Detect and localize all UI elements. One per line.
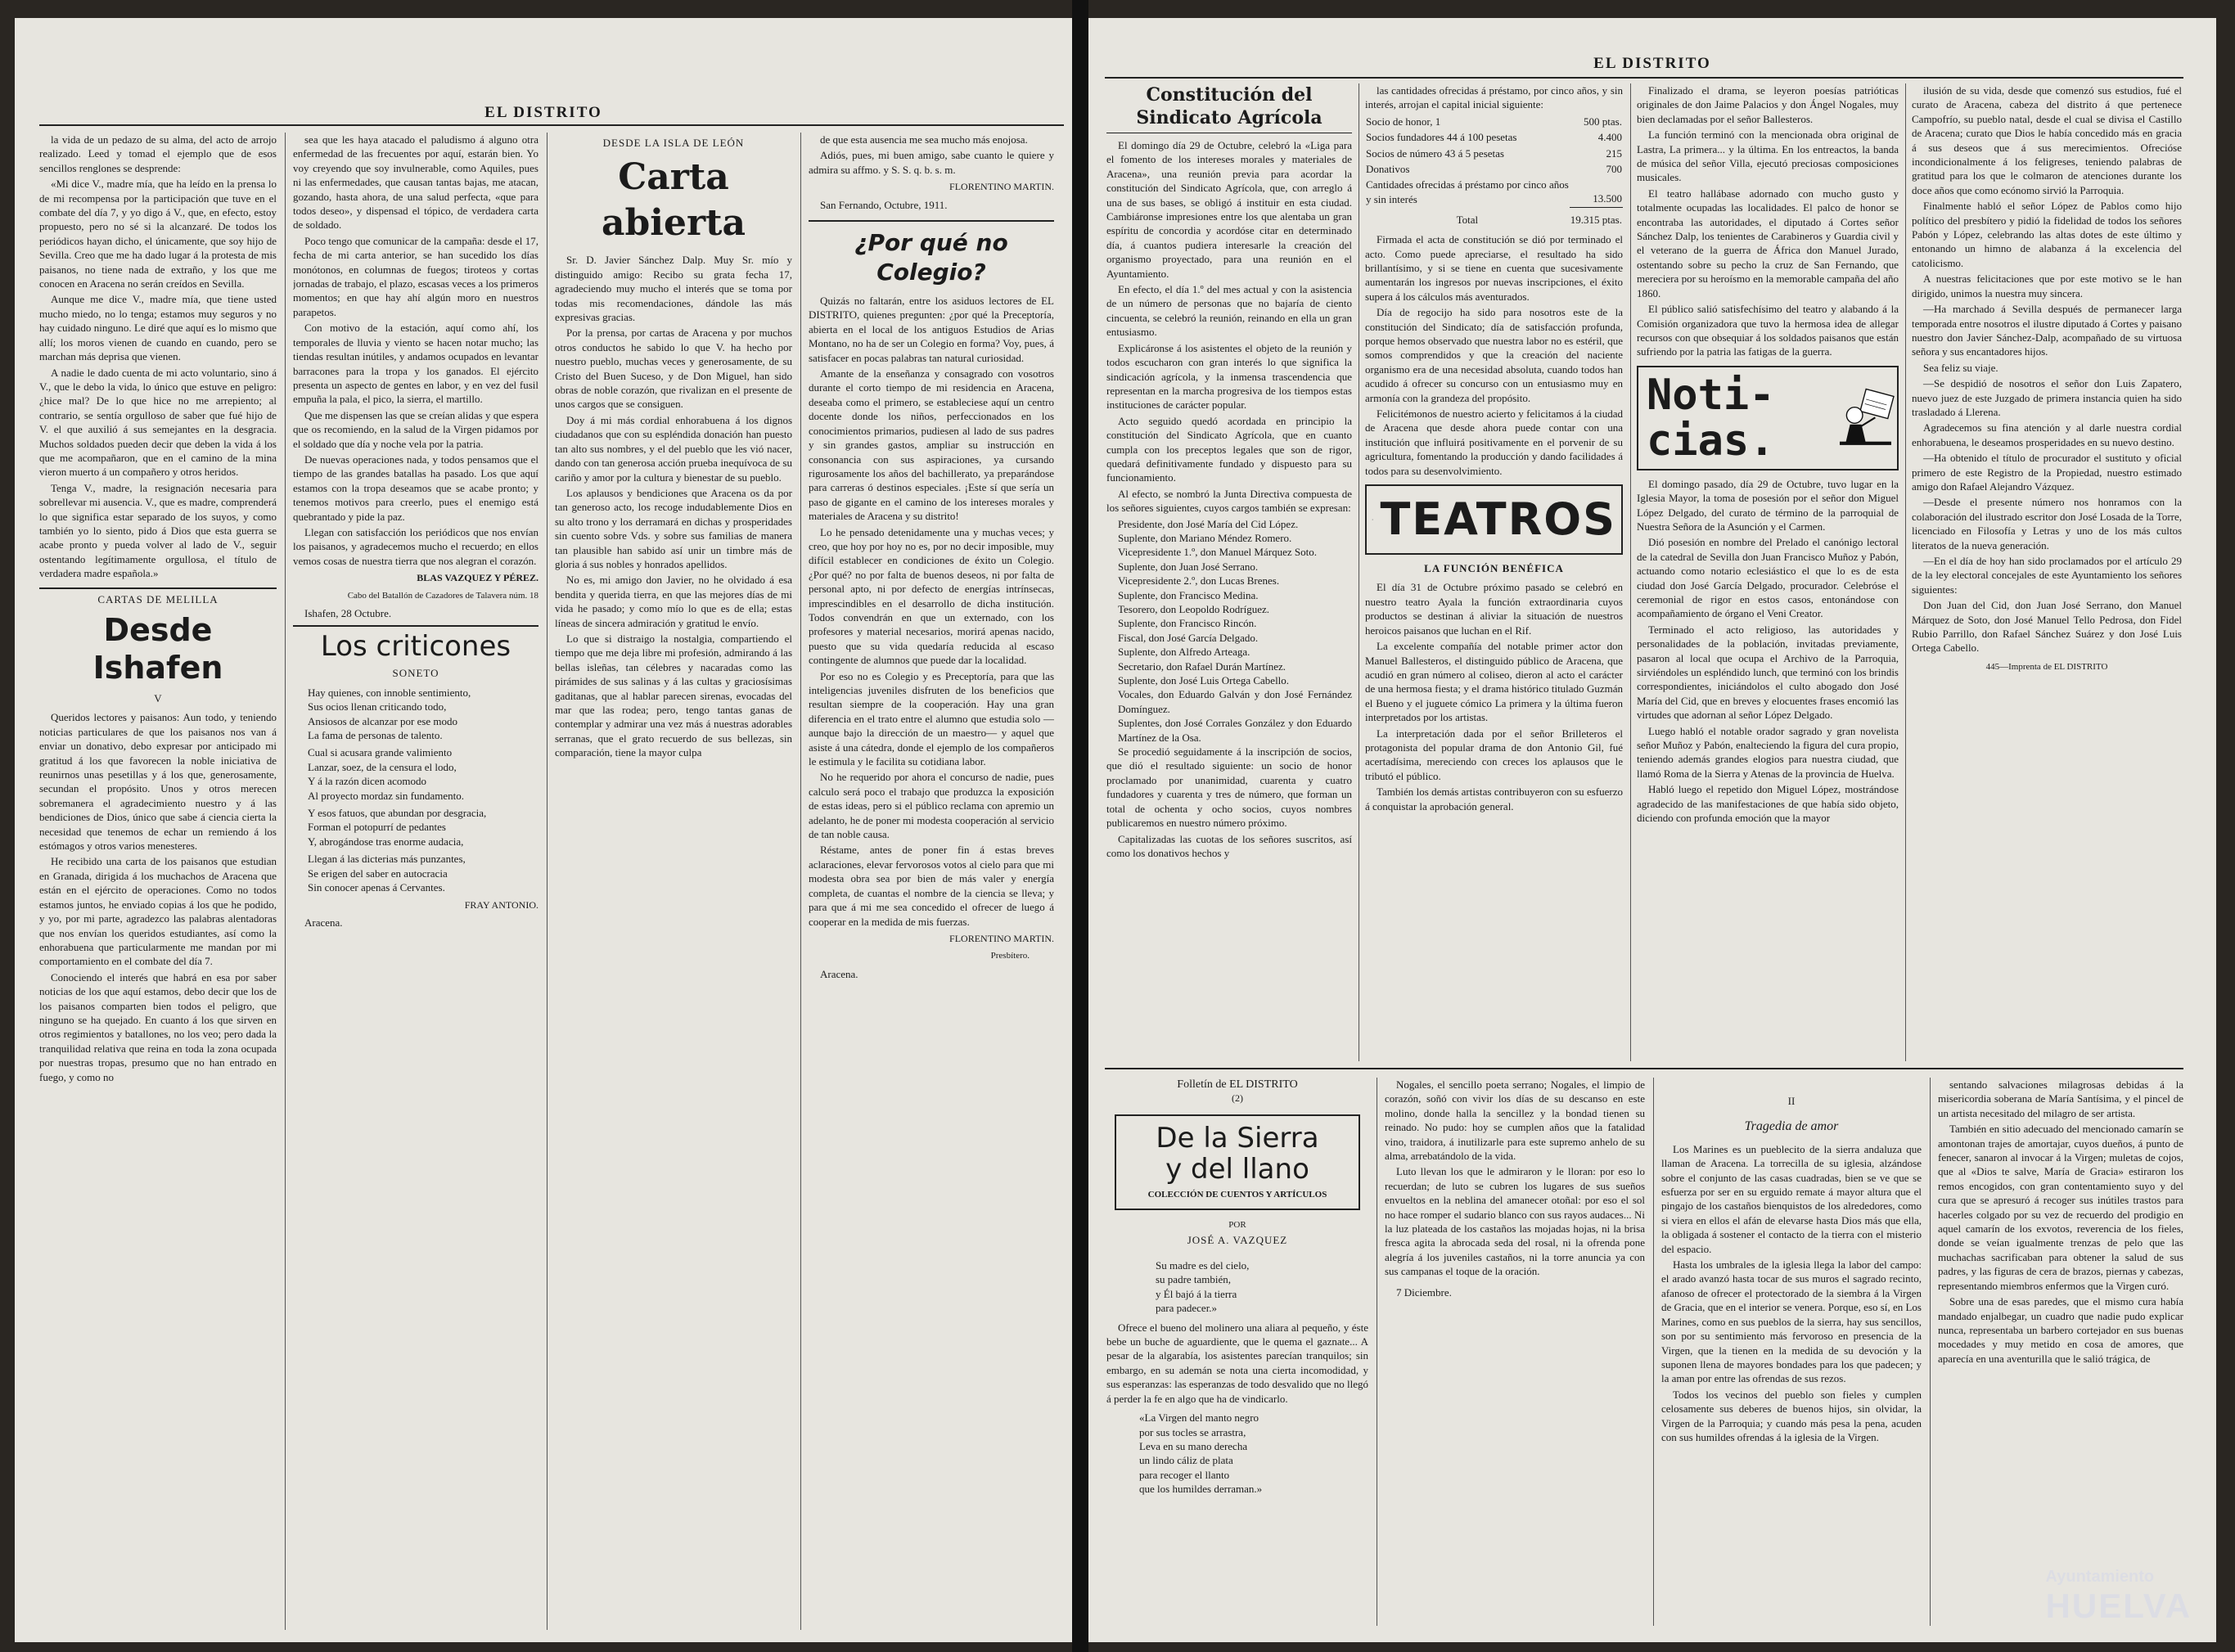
- paragraph: Quizás no faltarán, entre los asiduos lectores de EL DISTRITO, quienes pregunten: ¿por qué la Preceptoría, abierta en el local de los antiguos Estudios de Arias Montano, no ha de ser un Colegio en forma? Voy, pues, á satisfacer en pocas palabras tan natural curiosidad.: [809, 295, 1054, 364]
- paragraph: El día 31 de Octubre próximo pasado se celebró en nuestro teatro Ayala la función extraordinaria cuyos productos se destinan á aliviar la situación de nuestros heroicos paisanos que luchan en el Rif.: [1365, 581, 1623, 637]
- table-row: Cantidades ofrecidas á préstamo por cinco años y sin interés 13.500: [1366, 178, 1622, 205]
- paragraph: A nuestras felicitaciones que por este motivo se le han dirigido, unimos la nuestra muy sincera.: [1912, 272, 2182, 299]
- poem-line: Forman el potopurrí de pedantes: [308, 821, 446, 834]
- poem-line: Sin conocer apenas á Cervantes.: [308, 881, 445, 894]
- paragraph: Terminado el acto religioso, las autoridades y personalidades de la población, invitadas previamente, pasaron al local que ocupa el Archivo de la Parroquia, sirviéndoles un espléndido lunch, que terminó con los brindis correspondientes, iniciándolos el culto abogado don José María del Cid, que en breves y elocuentes frases encomió las virtudes que adornan al señor López Delgado.: [1637, 623, 1899, 722]
- verse-line: para padecer.»: [1156, 1302, 1218, 1315]
- column-rule: [1905, 83, 1906, 1061]
- paragraph: Luto llevan los que le admiraron y le lloran: por eso lo recuerdan; de luto se cubren los lugares de sus sueños envueltos en la neblina del amanecer otoñal: por eso el sol no hace romper el sudario blanco con sus rayos audaces... Ni la luz plateada de los castaños las mojadas hojas, ni la brisa fresca agita la abrocada seda del rosal, ni la ofrenda pone alegría á los juveniles castaños, ni la torre anuncia ya con sus campanas el toque de la oración.: [1385, 1165, 1645, 1278]
- paragraph: Nogales, el sencillo poeta serrano; Nogales, el limpio de corazón, soñó con vivir los días de su descanso en este molino, donde halla la sencillez y la bondad tienen su reinado. No pudo: hoy se cumplen años que la fatalidad vino, traidora, á inutilizarle para este supremo anhelo de su alma, arrebatándolo de la vida.: [1385, 1078, 1645, 1163]
- board-item: Suplentes, don José Corrales González y don Eduardo Martínez de la Osa.: [1118, 717, 1352, 744]
- paragraph: Por eso no es Colegio y es Preceptoría, para que las inteligencias juveniles disfruten de los beneficios que resultan siempre de la cooperación. Hay una gran diferencia en el trato entre el alumno que estudia solo —aunque bajo la dirección de un maestro— y aquel que asiste á una cátedra, donde el ejemplo de los compañeros le estimula y le facilita su cotidiana labor.: [809, 669, 1054, 768]
- paragraph: ilusión de su vida, desde que comenzó sus estudios, fué el curato de Aracena, cabeza del distrito á que pertenece Campofrío, su pueblo natal, desde el cual se divisa el Castillo de Aracena; curato que Dios le había concedido más en gracia á sus deseos que á sus merecimientos. Ofrecióse incondicionalmente á los feligreses, teniendo palabras de gratitud para los que le colmaron de atenciones durante los doce años que como ecónomo sirvió la Parroquia.: [1912, 84, 2182, 196]
- paragraph: —Ha obtenido el título de procurador el sustituto y oficial primero de este Registro de la Propiedad, nuestro estimado amigo don Rafael Alejandro Vázquez.: [1912, 452, 2182, 493]
- poem-line: La fama de personas de talento.: [308, 729, 443, 742]
- teatros-banner: [1365, 484, 1623, 555]
- table-row: Socio de honor, 1 500 ptas.: [1366, 115, 1622, 128]
- paragraph: Al efecto, se nombró la Junta Directiva compuesta de los señores siguientes, cuyos cargos también se expresan:: [1106, 487, 1352, 515]
- place: Aracena.: [304, 916, 343, 929]
- verse-line: por sus tocles se arrastra,: [1139, 1425, 1246, 1438]
- paragraph: El público salió satisfechísimo del teatro y alabando á la Comisión organizadora que tuvo la hermosa idea de allegar recursos con que obsequiar á los soldados paisanos que están sufriendo por la patria las fatigas de la guerra.: [1637, 303, 1899, 358]
- paragraph: Adiós, pues, mi buen amigo, sabe cuanto le quiere y admira su affmo. y S. S. q. b. s. m.: [809, 149, 1054, 176]
- board-item: Suplente, don Alfredo Arteaga.: [1118, 646, 1250, 659]
- paragraph: No he requerido por ahora el concurso de nadie, pues calculo será poco el trabajo que produzca la exposición de estas ideas, pero si el público reclama con apremio un adelanto, he de poner mi modesta cooperación al servicio de tan noble causa.: [809, 771, 1054, 841]
- folletin-col-4: [1938, 1078, 2183, 1634]
- column-rule: [1653, 1078, 1654, 1626]
- board-item: Suplente, don José Luis Ortega Cabello.: [1118, 674, 1290, 687]
- paragraph: Acto seguido quedó acordada en principio la constitución del Sindicato Agrícola, que en cuanto cumpla con los preceptos legales que son de rigor, quedará definitivamente fundado y dispuesto para su funcionamiento.: [1106, 414, 1352, 484]
- column-rule: [285, 133, 286, 1630]
- imprint: 445—Imprenta de EL DISTRITO: [1985, 661, 2108, 672]
- right-col-3: [1637, 83, 1899, 1061]
- left-col-1: [39, 133, 277, 1638]
- poem: [293, 686, 538, 895]
- verse: [1106, 1411, 1368, 1496]
- poem-line: Ansiosos de alcanzar por ese modo: [308, 714, 458, 727]
- paragraph: Sea feliz su viaje.: [1923, 361, 1998, 374]
- paragraph: Aunque me dice V., madre mía, que tiene usted mucho miedo, no lo tenga; estamos muy seguros y no hay cuidado ninguno. Le diré que aquí es lo mismo que allí; los moros vienen de cuando en cuando, pero se marchan más deprisa que vienen.: [39, 293, 277, 363]
- paragraph: Amante de la enseñanza y consagrado con vosotros durante el corto tiempo de mi residencia en Aracena, deseaba como el primero, se estableciese aquí un centro docente donde los niños, perfeccionados en los conocimientos primarios, pudiesen al lado de sus padres y sin grandes gastos, ampliar su instrucción en consonancia con sus aspiraciones, ya cursando rigurosamente los años del bachillerato, ya preparándose para carreras ó destinos especiales. ¡Este sí que sería un paso de gigante en el camino de los intereses morales y materiales de Aracena y su distrito!: [809, 367, 1054, 523]
- folletin-subtitle: COLECCIÓN DE CUENTOS Y ARTÍCULOS: [1147, 1189, 1327, 1200]
- section-kicker: CARTAS DE MELILLA: [97, 592, 219, 605]
- paragraph: No es, mi amigo don Javier, no he olvidado á esa bendita y querida tierra, en que las mejores días de mi vida he pasado; y como mío lo que es de ella; estas líneas de sincera admiración y gratitud le envío.: [555, 574, 792, 629]
- folletin-header: Folletín de EL DISTRITO: [1177, 1078, 1298, 1091]
- right-page: [1088, 18, 2216, 1642]
- board-list: [1106, 517, 1352, 745]
- event-title: LA FUNCIÓN BENÉFICA: [1424, 562, 1564, 575]
- left-page: [15, 18, 1072, 1642]
- board-item: Presidente, don José María del Cid López.: [1118, 517, 1299, 530]
- noticias-banner: [1637, 366, 1899, 470]
- section-rule: [809, 220, 1054, 222]
- watermark-line-2: HUELVA: [2045, 1587, 2192, 1625]
- verse-line: para recoger el llanto: [1139, 1468, 1230, 1481]
- table-total-row: Total 19.315 ptas.: [1365, 207, 1623, 227]
- folletin-by: POR: [1228, 1220, 1246, 1231]
- paragraph: Todos los vecinos del pueblo son fieles y cumplen celosamente sus deberes de buenos hijos, sin olvidar, la Virgen de la Parroquia; y cuando más pesa la pena, acuden con sus humildes ofrendas á la iglesia de la Virgen.: [1661, 1388, 1922, 1443]
- paragraph: Llegan con satisfacción los periódicos que nos envían los paisanos, y agradecemos mucho el recuerdo; en ellos vemos cosas de nuestra tierra que nos alegran el corazón.: [293, 525, 538, 567]
- folletin-col-1: [1106, 1078, 1368, 1634]
- paragraph: Habló luego el repetido don Miguel López, mostrándose agradecido de las manifestaciones de que había sido objeto, diciendo con profunda emoción que la mayor: [1637, 783, 1899, 825]
- verse: [1106, 1258, 1368, 1316]
- paragraph: Poco tengo que comunicar de la campaña: desde el 17, fecha de mi carta anterior, se han sucedido los días monótonos, en columnas de fuegos; tiroteos y cortas jornadas de trabajo, el plazo, escasas veces a los primeros momentos; en que hay ahí algún moro en nuestros parapetos.: [293, 234, 538, 318]
- signature: BLAS VAZQUEZ Y PÉREZ.: [417, 572, 538, 584]
- right-col-4: [1912, 83, 2182, 1061]
- board-item: Suplente, don Francisco Medina.: [1118, 588, 1259, 601]
- verse-line: su padre también,: [1156, 1273, 1232, 1286]
- poem-line: Y, abrogándose tras enorme audacia,: [308, 835, 464, 848]
- paragraph: Los Marines es un pueblecito de la sierra andaluza que llaman de Aracena. La torrecilla de su iglesia, alzándose sobre el conjunto de las casas cuadradas, bien se ve que se esfuerza por ser en su erguido remate á mayor altura que el pingajo de los castaños bienquistos de los alrededores, como si viera en ellos el afán de elevarse hasta Dios más que ella, la obligada á sostener el contacto de la tierra con el misterio del espacio.: [1661, 1142, 1922, 1255]
- board-item: Suplente, don Mariano Méndez Romero.: [1118, 531, 1292, 544]
- paragraph: Sr. D. Javier Sánchez Dalp. Muy Sr. mío y distinguido amigo: Recibo su grata fecha 17, agradeciendo muy mucho el interés que se toma por todas mis recomendaciones, dándole las más expresivas gracias.: [555, 254, 792, 324]
- paragraph: Que me dispensen las que se creían alidas y que espera que os recomiendo, en la salud de la Virgen pidamos por el soldado que día y noche vela por la patria.: [293, 408, 538, 450]
- dateline: Ishafen, 28 Octubre.: [304, 607, 392, 619]
- dateline: San Fernando, Octubre, 1911.: [820, 198, 948, 211]
- paragraph: A nadie le dado cuenta de mi acto voluntario, sino á V., que le debo la vida, lo único que estuve en peligro: ¿hice mal? De lo que hice no me arrepiento; al contrario, se sentía orgulloso de saber que fué hijo de V. el que auxilió á sus semejantes en la desgracia. Muchos soldados pueden decir que deben la vida á los que me acompañaron, que en el camino de la mina vieron muerto á un compañero y otros heridos.: [39, 366, 277, 479]
- verse-line: Leva en su mano derecha: [1139, 1439, 1248, 1452]
- folletin-author: JOSÉ A. VAZQUEZ: [1187, 1233, 1288, 1246]
- roman-numeral: II: [1787, 1095, 1796, 1107]
- poem-line: Se erigen del saber en autocracia: [308, 867, 448, 880]
- paragraph: Agradecemos su fina atención y al darle nuestra cordial enhorabuena, le deseamos prosperidades en su nuevo destino.: [1912, 421, 2182, 448]
- paragraph: El teatro hallábase adornado con mucho gusto y totalmente ocupadas las localidades. El palco de honor se encontraba las autoridades, el diputado á Cortes señor Sánchez Dalp, los tenientes de Carabineros y Guardia civil y el veterano de la guerra de África don Manuel Jurado, ostentando sobre su pecho la cruz de San Fernando, que mereciera por su heroísmo en la memorable campaña del año 1860.: [1637, 187, 1899, 299]
- paragraph: sentando salvaciones milagrosas debidas á la misericordia soberana de María Santísima, y el pincel de un artista necesitado del milagro de ser artista.: [1938, 1078, 2183, 1119]
- board-item: Vocales, don Eduardo Galván y don José Fernández Domínguez.: [1118, 688, 1352, 715]
- paragraph: Lo he pensado detenidamente una y muchas veces; y creo, que hoy por hoy no es, por no decir imposible, muy difícil establecer en condiciones de éxito un Colegio. ¿Por qué? no por falta de buenos deseos, ni por falta de personal apto, ni por defecto de energías intrínsecas, imprescindibles en el desarrollo de dicha institución. Todos convendrán en que un externado, con los profesores y material necesarios, morirá apenas nacido, puesto que su vida quedaría reducida al escaso contingente de alumnos que puede dar la localidad.: [809, 525, 1054, 667]
- board-item: Vicepresidente 1.º, don Manuel Márquez Soto.: [1118, 546, 1317, 559]
- poem-line: Y á la razón dicen acomodo: [308, 775, 426, 788]
- verse-line: que los humildes derraman.»: [1139, 1483, 1263, 1496]
- section-rule: [39, 587, 277, 589]
- paragraph: Luego habló el notable orador sagrado y gran novelista señor Muñoz y Pabón, enalteciendo la figura del cura propio, teniendo además grandes elogios para nuestra ciudad, que llamó Roma de la Sierra y Atenas de la provincia de Huelva.: [1637, 724, 1899, 780]
- folletin-number: (2): [1232, 1092, 1243, 1105]
- paragraph: «Mi dice V., madre mía, que ha leído en la prensa lo de mi recompensa por la participación que tuve en el combate del día 7, y yo digo á V., que, en efecto, estoy propuesto, pero no sé si la alcanzaré. De todos los periódicos hayan dicho, el únicamente, que soy hijo de Sevilla. Creo que me ha dado lugar á la protesta de mis paisanos, no tiene nada de extraño, y los que me conocen en Aracena no serán creídos en Sevilla.: [39, 178, 277, 290]
- poem-line: Hay quienes, con innoble sentimiento,: [308, 686, 471, 699]
- folletin-title-2: y del llano: [1165, 1152, 1309, 1186]
- paragraph: la vida de un pedazo de su alma, del acto de arrojo realizado. Leed y tomad el ejemplo que de esos sencillos renglones se desprende:: [39, 133, 277, 174]
- right-masthead: EL DISTRITO: [1593, 55, 1711, 72]
- paragraph: Sobre una de esas paredes, que el mismo cura había mandado enjalbegar, un cuadro que nadie pudo explicar nunca, representaba un barbero cortejador en sus buenas mocedades y muy metido en cosa de amores, que aparecía en una aventurilla que le salió trágica, de: [1938, 1295, 2183, 1365]
- watermark-line-1: Ayuntamiento: [2045, 1568, 2155, 1586]
- poem-line: Lanzar, soez, de la censura el lodo,: [308, 760, 457, 773]
- signature: FLORENTINO MARTIN.: [949, 932, 1054, 944]
- table-row: Donativos 700: [1366, 163, 1622, 176]
- poem-title: Los criticones: [320, 630, 511, 664]
- poem-line: Cual si acusara grande valimiento: [308, 746, 453, 759]
- article-title: Constitución del Sindicato Agrícola: [1136, 84, 1323, 128]
- paragraph: de que esta ausencia me sea mucho más enojosa.: [820, 133, 1028, 146]
- col1-paragraphs: [39, 133, 277, 581]
- verse-line: «La Virgen del manto negro: [1139, 1411, 1259, 1425]
- left-masthead: EL DISTRITO: [484, 104, 602, 121]
- folletin-title-1: De la Sierra: [1156, 1121, 1319, 1155]
- paragraph: sea que les haya atacado el paludismo á alguno otra enfermedad de las frecuentes por aquí, estarán bien. Yo voy creyendo que soy invulnerable, como Aquiles, pues ni las enfermedades, que causan tantas bajas, me atacan, gozando, hasta ahora, de una salud perfecta, «que para todos deseo», y dispensad el tópico, de verdadera carta de soldado.: [293, 133, 538, 232]
- signature: FLORENTINO MARTIN.: [949, 181, 1054, 193]
- paragraph: Felicitémonos de nuestro acierto y felicitamos á la ciudad de Aracena que desde ahora puede contar con una institución que influirá positivamente en el porvenir de su agricultura, fomentando la producción y dando facilidades á todos para su desenvolvimiento.: [1365, 407, 1623, 477]
- verse-line: y Él bajó á la tierra: [1156, 1287, 1237, 1300]
- section-title: Desde Ishafen: [92, 612, 223, 686]
- right-col-2: [1365, 83, 1623, 1061]
- dateline: 7 Diciembre.: [1396, 1285, 1452, 1299]
- paragraph: El domingo día 29 de Octubre, celebró la «Liga para el fomento de los intereses morales y materiales de Aracena», una reunión previa para acordar la constitución del Sindicato Agrícola, que, con arreglo á una de sus bases, se obligó á instituir en esta ciudad. Cambiáronse impresiones entre los que alentaba un gran espíritu de concordia y acordóse citar en determinado día, á cuantos pudiera interesarle la creación del organismo proyectado, para una reunión en el Ayuntamiento.: [1106, 139, 1352, 280]
- poem-kicker: SONETO: [392, 667, 439, 680]
- paragraph: —Se despidió de nosotros el señor don Luis Zapatero, nuevo juez de este Juzgado de primera instancia quien ha sido trasladado á Llerena.: [1912, 377, 2182, 418]
- paragraph: Ofrece el bueno del molinero una aliara al pequeño, y éste bebe un buche de aguardiente, que le quema el gaznate... A pesar de la algarabía, los asistentes parecían tranquilos; sin embargo, en su ademán se nota una cierta incomodidad, y sus esperanzas: las esperanzas de todo desvalido que no llegó á perder la fe en algo que ha de vindicarlo.: [1106, 1321, 1368, 1405]
- poem-line: Y esos fatuos, que abundan por desgracia,: [308, 807, 487, 820]
- board-item: Tesorero, don Leopoldo Rodríguez.: [1118, 603, 1270, 615]
- paragraph: Lo que si distraigo la nostalgia, compartiendo el tiempo que me deja libre mi profesión, admirando á las bellas isleñas, tan célebres y nacaradas como las pirámides de sus salinas y á las cultas y graciosísimas gaditanas, que al hablar parecen sirenas, evocadas del mar que las rodea; pero, tengo tantas ganas de contemplar y admirar una vez más á nuestras adorables serranas, que el grato recuerdo de sus bellezas, sin comparación, tiene la mayor culpa: [555, 632, 792, 759]
- article-title: ¿Por qué no Colegio?: [854, 229, 1008, 286]
- left-col-3: [555, 133, 792, 1638]
- signature-role: Presbítero.: [990, 951, 1030, 961]
- paragraph: Capitalizadas las cuotas de los señores suscritos, así como los donativos hechos y: [1106, 832, 1352, 859]
- folletin-col-3: [1661, 1078, 1922, 1634]
- paragraph: Don Juan del Cid, don Juan José Serrano, don Manuel Márquez de Soto, don José Manuel Tello Pedrosa, don Fidel Rubio Parrillo, don Rafael Sánchez Suárez y don José Luis Ortega Cabello.: [1912, 599, 2182, 655]
- theatre-masks-icon: [1372, 491, 1373, 548]
- verse-line: un lindo cáliz de plata: [1139, 1454, 1233, 1467]
- paragraph: He recibido una carta de los paisanos que estudian en Granada, dirigida á los muchachos de Aracena que están en el ejército de operaciones. Como no todos estamos juntos, he enviado copias á los que he podido, y yo, por mi parte, agradezco las palabras alentadoras que nos envían los queridos estudiantes, así como la enhorabuena que particularmente me mandan por mi comportamiento en el combate del día 7.: [39, 855, 277, 968]
- folletin-title-box: [1115, 1114, 1360, 1210]
- board-item: Secretario, don Rafael Durán Martínez.: [1118, 659, 1286, 673]
- board-item: Suplente, don Juan José Serrano.: [1118, 560, 1259, 573]
- board-item: Vicepresidente 2.º, don Lucas Brenes.: [1118, 574, 1280, 587]
- paragraph: Queridos lectores y paisanos: Aun todo, y teniendo noticias particulares de que los paisanos nos van á enviar un donativo, debo expresar por anticipado mi gratitud á los que favorecen la noble iniciativa de reunirnos unas pesetillas y á los que, generosamente, secundan el propósito. Unos y otros merecen sobremanera el agradecimiento nuestro y á las bendiciones de Dios, único que sabe á ciencia cierta la necesidad que tenemos de echar un remiendo á los estómagos y otros varios menesteres.: [39, 711, 277, 853]
- column-rule: [800, 133, 801, 1630]
- left-col-4: [809, 133, 1054, 1638]
- section-rule: [293, 625, 538, 627]
- board-item: Suplente, don Francisco Rincón.: [1118, 617, 1257, 630]
- article-title: Carta abierta: [602, 156, 746, 245]
- paragraph: Los aplausos y bendiciones que Aracena os da por tan generoso acto, los recoge indudablemente Dios en su alto trono y los derramará en dichas y prosperidades sin cuento sobre Vds. y sobre sus familias de manera tan plausible han sabido así unir un timbre más de gloria á sus nobles y honrados apellidos.: [555, 486, 792, 570]
- paragraph: Dió posesión en nombre del Prelado el canónigo lectoral de la catedral de Sevilla don Juan Francisco Muñoz y Pabón, actuando como notario eclesiástico el que lo es de esta ciudad don José García Delgado, procurador. Celebróse el ceremonial de rigor en estos casos, entonándose con acompañamiento de órgano el Veni Creator.: [1637, 536, 1899, 620]
- paragraph: De nuevas operaciones nada, y todos pensamos que el tiempo de las grandes batallas ha pasado. Los que aquí estamos con la tropa deseamos que se acabe pronto; y tenemos motivos para creerlo, pues el enemigo está quebrantado y pide la paz.: [293, 452, 538, 523]
- masthead-rule: [1105, 77, 2183, 79]
- paragraph: Hasta los umbrales de la iglesia llega la labor del campo: el arado avanzó hasta tocar de sus muros el sagrado recinto, afanoso de ofrecer el protectorado de la siembra á la Virgen de Gracia, que en el interior se venera. Porque, eso sí, en Los Marines, como en sus pueblos de la sierra, hay sus sencillos, son por su sentimiento más fervoroso en presencia de la Virgen, que la tienen en la medida de su devoción y la suponen llena de mayores bondades para los que padecen; y la aman por entre las ofrendas de sus rezos.: [1661, 1258, 1922, 1385]
- paragraph: —Ha marchado á Sevilla después de permanecer larga temporada entre nosotros el ilustre diputado á Cortes y paisano nuestro don Javier Sánchez-Dalp, acompañado de su virtuosa señora y sus encantadores hijos.: [1912, 303, 2182, 358]
- paragraph: las cantidades ofrecidas á préstamo, por cinco años, y sin interés, arrojan el capital inicial siguiente:: [1365, 84, 1623, 111]
- paragraph: También en sitio adecuado del mencionado camarín se amontonan trajes de amortajar, cuyos dueños, á punto de fenecer, sanaron al invocar á la Virgen; muletas de cojos, que al «Dios te salve, María de Gracia» estiraron los remos encogidos, con gran contentamiento suyo y del cura que se apresuró á recoger sus inútiles trastos para hacerles colgado por su vez de recuerdo del prodigio en aquel camarín de los exvotos, reverencia de los fieles, donde se veían igualmente trenzas de pelo que las muchachas sacrificaban para obtener la salud de sus padres, y las figuras de cera de brazos, piernas y cabezas, representando miembros enfermos que la Virgen curó.: [1938, 1123, 2183, 1292]
- board-item: Fiscal, don José García Delgado.: [1118, 631, 1259, 644]
- paragraph: Por la prensa, por cartas de Aracena y por muchos otros conductos he sabido lo que V. ha hecho por nuestro pueblo, muchas veces y generosamente, de su Cristo del Buen Suceso, y de Don Miguel, han sido obras de noble corazón, que rivalizan en el presente de unos cargos que se consiguen.: [555, 326, 792, 411]
- paragraph: Réstame, antes de poner fin á estas breves aclaraciones, elevar fervorosos votos al cielo para que mi modesta obra sea por bien de más valer y energía completa, de cuantas el nombre de la ciencia se lleva; y para que á mi me sea concedido el ofrecer de luego á cooperar en la medida de mis fuerzas.: [809, 844, 1054, 928]
- noticias-title: Noti-cias.: [1647, 370, 1775, 466]
- story-title: Tragedia de amor: [1744, 1119, 1839, 1134]
- archive-watermark: [2046, 1568, 2192, 1626]
- roman-numeral: V: [154, 692, 162, 704]
- paragraph: Finalizado el drama, se leyeron poesías patrióticas originales de don Jaime Palacios y don Ángel Nogales, muy bien declamadas por el señor Ballesteros.: [1637, 84, 1899, 125]
- signature-note: Cabo del Batallón de Cazadores de Talavera núm. 18: [347, 590, 538, 601]
- paragraph: Tenga V., madre, la resignación necesaria para sobrellevar mi ausencia. V., que es madre, comprenderá lo que significa estar separado de los suyos, y como también yo lo siento, pido á Dios que esta guerra se acabe pronto y pueda volver al lado de V., seguir ostentando legítimamente orgullosa, el título de verdadera madre española.»: [39, 481, 277, 580]
- place: Aracena.: [820, 967, 858, 980]
- paragraph: La interpretación dada por el señor Brilleteros el protagonista del popular drama de don Antonio Gil, fué acertadísima, mereciendo con creces los aplausos que le tributó el público.: [1365, 727, 1623, 782]
- table-row: Socios de número 43 á 5 pesetas 215: [1366, 146, 1622, 160]
- paragraph: Día de regocijo ha sido para nosotros este de la constitución del Sindicato; día de satisfacción profunda, porque hemos observado que nuestra labor no es estéril, que somos comprendidos y que la creación del naciente organismo era de una necesidad absoluta, cuando todos han acudido á ofrecer su concurso con un entusiasmo muy en armonía con la grandeza del propósito.: [1365, 306, 1623, 404]
- folletin-col-2: [1385, 1078, 1645, 1634]
- capital-table: [1365, 114, 1623, 227]
- article-kicker: DESDE LA ISLA DE LEÓN: [602, 137, 745, 149]
- paragraph: También los demás artistas contribuyeron con su esfuerzo á conquistar la aprobación general.: [1365, 785, 1623, 812]
- paragraph: Se procedió seguidamente á la inscripción de socios, que dió el resultado siguiente: un socio de honor proclamado por unanimidad, cuarenta y cuatro fundadores y cuarenta y tres de número, que forman un total de ochenta y ocho socios, cuyos nombres publicaremos en nuestro número próximo.: [1106, 745, 1352, 830]
- right-col-1: [1106, 83, 1352, 1061]
- paragraph: —Desde el presente número nos honramos con la colaboración del ilustrado escritor don José Losada de la Torre, licenciado en Filosofía y Letras y uno de los más cultos literatos de la nueva generación.: [1912, 496, 2182, 551]
- column-rule: [1630, 83, 1631, 1061]
- paragraph: El domingo pasado, día 29 de Octubre, tuvo lugar en la Iglesia Mayor, la toma de posesión por el señor don Miguel López Delgado, del curato de término de la parroquial de Nuestra Señora de la Asunción y el Carmen.: [1637, 477, 1899, 533]
- paragraph: Conociendo el interés que habrá en esa por saber noticias de los que aquí estamos, debo decir que los de los paisanos comparten bien todos el peligro, que ninguno se ha quejado. En cuanto á los que sirven en otros regimientos y batallones, no los veo; pero dada la tranquilidad relativa que reina en toda la zona ocupada por nuestras tropas, presumo que no han entrado en fuego, y como no: [39, 970, 277, 1083]
- table-row: Socios fundadores 44 á 100 pesetas 4.400: [1366, 131, 1622, 144]
- poem-line: Llegan á las dicterias más punzantes,: [308, 853, 466, 866]
- paragraph: Con motivo de la estación, aquí como ahí, los temporales de lluvia y viento se hacen notar mucho; las tiendas resultan inútiles, y andamos ocupados en levantar barracones para la tropa y los ganados. El ejército presenta un aspecto de gentes en labor, y en vez del fusil empuña la pala, el pico, la sierra, el martillo.: [293, 322, 538, 406]
- column-rule: [1930, 1078, 1931, 1626]
- verse-line: Su madre es del cielo,: [1156, 1259, 1250, 1272]
- paragraph: Explicáronse á los asistentes el objeto de la reunión y todos escucharon con gran interés lo que significa la sindicación agrícola, y la inmensa trascendencia que representan en la marcha progresiva de los tiempos estas instituciones de carácter popular.: [1106, 341, 1352, 412]
- masthead-rule: [39, 124, 1064, 126]
- paragraph: En efecto, el día 1.º del mes actual y con la asistencia de un número de personas que no bajaría de ciento cincuenta, se celebró la reunión, reinando en ella un gran entusiasmo.: [1106, 283, 1352, 339]
- writing-scholar-icon: [1834, 373, 1897, 463]
- paragraph: Doy á mi más cordial enhorabuena á los dignos ciudadanos que con su espléndida donación han puesto tan alto sus nombres, y el del pueblo que les vió nacer, dando con tan generosa acción prueba inequívoca de su cariño y amor por la cultura y bienestar de su pueblo.: [555, 413, 792, 484]
- paragraph: Firmada el acta de constitución se dió por terminado el acto. Como puede apreciarse, el resultado ha sido brillantísimo, y si se tiene en cuenta que sucesivamente aumentarán los ingresos por nuevas inscripciones, el éxito supera á los cálculos más aventurados.: [1365, 233, 1623, 303]
- book-gutter: [1072, 0, 1088, 1652]
- left-col-2: [293, 133, 538, 1638]
- paragraph: La excelente compañía del notable primer actor don Manuel Ballesteros, el distinguido público de Aracena, que acudió en gran número al coliseo, dieron al acto el carácter de una hermosa fiesta; y el drama histórico titulado Guzmán el Bueno y el juguete cómico La primera y la última fueron interpretados por los artistas.: [1365, 640, 1623, 724]
- paragraph: Finalmente habló el señor López de Pablos como hijo político del presbítero y pidió la fidelidad de todos los señores Pabón y López, celebrando las altas dotes de este último y entonando un himno de alabanza á la excelencia del catolicismo.: [1912, 200, 2182, 269]
- folletin-rule: [1105, 1068, 2183, 1069]
- poem-line: Sus ocios llenan criticando todo,: [308, 700, 447, 713]
- poem-line: Al proyecto mordaz sin fundamento.: [308, 789, 464, 802]
- poem-author: FRAY ANTONIO.: [464, 898, 538, 911]
- teatros-title: TEATROS: [1380, 493, 1616, 546]
- paragraph: La función terminó con la mencionada obra original de Lastra, La primera... y la última. En los entreactos, la banda de música del señor Villa, ejecutó preciosas composiciones musicales.: [1637, 128, 1899, 184]
- paragraph: —En el día de hoy han sido proclamados por el artículo 29 de la ley electoral concejales de este Ayuntamiento los señores siguientes:: [1912, 555, 2182, 596]
